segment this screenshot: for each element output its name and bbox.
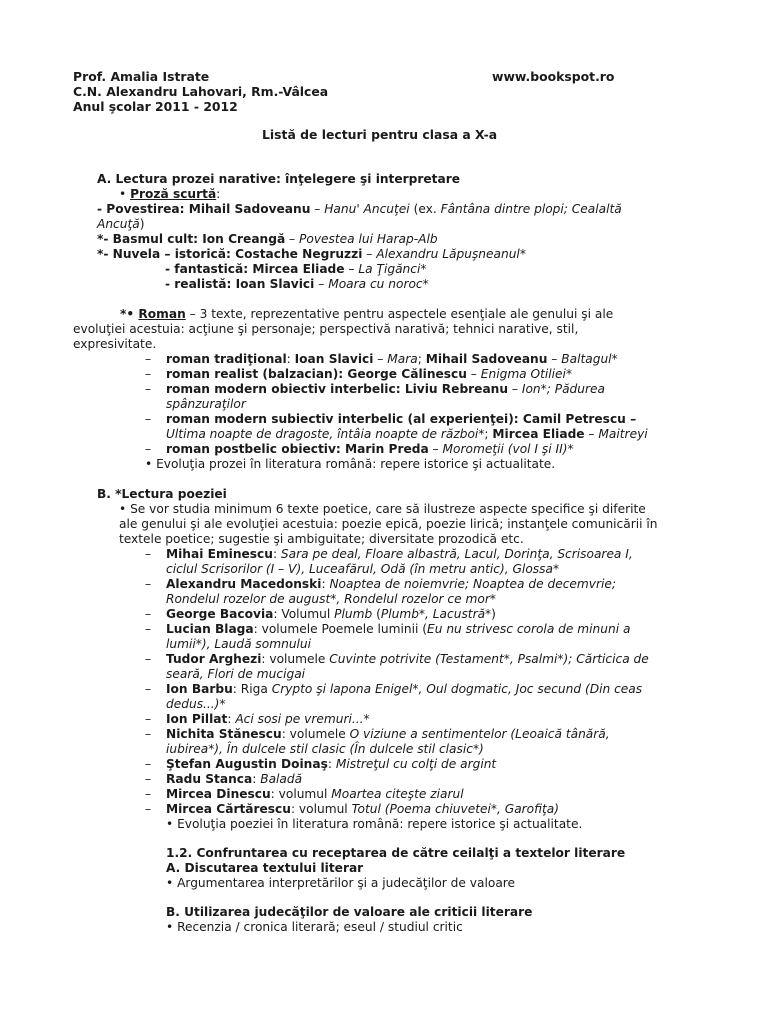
school-name: C.N. Alexandru Lahovari, Rm.-Vâlcea (73, 84, 329, 99)
prose-evolution: • Evoluţia prozei în literatura română: repere istorice şi actualitate. (145, 457, 556, 471)
label: roman tradiţional (166, 352, 287, 366)
poet-name: Lucian Blaga (166, 622, 254, 636)
poet-name: George Bacovia (166, 607, 274, 621)
poet-name: Nichita Stănescu (166, 727, 282, 741)
sep: – (547, 352, 562, 366)
basm-line (97, 232, 438, 247)
poet-barbu (166, 682, 642, 697)
work-title: Baltagul* (561, 352, 618, 366)
work-title: Ancuţă (97, 217, 140, 231)
poet-name: Mihai Eminescu (166, 547, 273, 561)
works: Aci sosi pe vremuri...* (235, 712, 370, 726)
works: O viziune a sentimentelor (Leoaică tânără, (349, 727, 610, 741)
sep: – (362, 247, 377, 261)
poet-stanca (166, 772, 302, 787)
poet-name: Tudor Arghezi (166, 652, 262, 666)
text: : (321, 577, 330, 591)
dash: – (145, 712, 152, 726)
text: : volumul (270, 787, 332, 801)
text: : (272, 547, 281, 561)
sep: – (584, 427, 599, 441)
colon: : (216, 187, 221, 201)
poet-name: Mircea Dinescu (166, 787, 271, 801)
poet-blaga-cont: lumii*), Laudă somnului (166, 637, 312, 651)
text: ; (484, 427, 493, 441)
works: Plumb*, Lacustră* (380, 607, 492, 621)
roman-modern-subiectiv-cont (166, 427, 648, 442)
works: Plumb (334, 607, 373, 621)
fantastica-lead: - fantastică: Mircea Eliade (165, 262, 345, 276)
author-name: Prof. Amalia Istrate (73, 69, 210, 84)
work-title: Fântâna dintre plopi; Cealaltă (440, 202, 622, 216)
dash: – (145, 412, 152, 426)
label: roman postbelic obiectiv: Marin Preda (166, 442, 429, 456)
roman-realist (166, 367, 572, 382)
poet-name: Radu Stanca (166, 772, 253, 786)
roman-modern-obiectiv (166, 382, 605, 397)
dash: – (145, 382, 152, 396)
dash: – (145, 682, 152, 696)
dash: – (145, 787, 152, 801)
work-title: Maitreyi (598, 427, 648, 441)
poet-bacovia (166, 607, 496, 622)
roman-intro-line2: evoluţiei acestuia: acţiune şi personaje; perspectivă narativă; tehnici narative, stil, (73, 322, 579, 336)
poet-barbu-cont: dedus...)* (166, 697, 226, 711)
poet-macedonski (166, 577, 616, 592)
sep: – (466, 367, 481, 381)
dash: – (145, 772, 152, 786)
sep: – (314, 277, 329, 291)
poetry-intro-2: ale genului şi ale evoluţiei acestuia: poezie epică, poezie lirică; instanţele comunicării în (119, 517, 658, 531)
poet-blaga (166, 622, 630, 637)
basm-lead: *- Basmul cult (97, 232, 194, 246)
works: Eu nu strivesc corola de minuni a (427, 622, 631, 636)
nuvela-lead: *- Nuvela – istorică: Costache Negruzzi (97, 247, 363, 261)
dash: – (145, 442, 152, 456)
sep: – (373, 352, 388, 366)
text: : volumele (281, 727, 350, 741)
work-title: Moara cu noroc* (328, 277, 429, 291)
realista-lead: - realistă: Ioan Slavici (165, 277, 315, 291)
work-title: Ultima noapte de dragoste, întâia noapte de război* (166, 427, 485, 441)
poet-macedonski-cont: Rondelul rozelor de august*, Rondelul rozelor ce mor* (166, 592, 496, 606)
roman-modern-obiectiv-cont: spânzuraţilor (166, 397, 246, 411)
sep: – (285, 232, 300, 246)
poet-pillat (166, 712, 370, 727)
poet-dinescu (166, 787, 464, 802)
work-title: Ion*; Pădurea (521, 382, 605, 396)
label: roman realist (balzacian): George Călinescu (166, 367, 467, 381)
dash: – (145, 352, 152, 366)
work-title: La Ţigănci* (358, 262, 427, 276)
work-title: Alexandru Lăpuşneanul* (376, 247, 526, 261)
section-a-heading: A. Lectura prozei narative: înţelegere şi interpretare (97, 172, 460, 186)
page-title: Listă de lecturi pentru clasa a X-a (262, 127, 498, 142)
works: Cuvinte potrivite (Testament*, Psalmi*); Cărticica de (329, 652, 649, 666)
dash: – (145, 802, 152, 816)
roman-intro-line1 (120, 307, 613, 322)
poet-stanescu-cont: iubirea*), În dulcele stil clasic (În dulcele stil clasic*) (166, 742, 484, 756)
author: Mircea Eliade (492, 427, 585, 441)
works: Totul (Poema chiuvetei*, Garofiţa) (351, 802, 559, 816)
text: ) (491, 607, 496, 621)
subsection-b-item: • Recenzia / cronica literară; eseul / studiul critic (166, 920, 463, 934)
dash: – (145, 607, 152, 621)
poetry-intro-3: textele poetice; sugestie şi ambiguitate; diversitate prozodică etc. (119, 532, 524, 546)
text: ( (372, 607, 381, 621)
works: Mistreţul cu colţi de argint (335, 757, 497, 771)
works: Moartea citeşte ziarul (331, 787, 464, 801)
work-title: Enigma Otiliei* (480, 367, 573, 381)
fantastica-line (165, 262, 426, 277)
sep: – (508, 382, 522, 396)
roman-traditional (166, 352, 618, 367)
poet-cartarescu (166, 802, 559, 817)
work-title: Povestea lui Harap-Alb (299, 232, 438, 246)
works: Crypto şi lapona Enigel*, Oul dogmatic, Joc secund (Din ceas (271, 682, 643, 696)
work-title: Mara (387, 352, 418, 366)
bullet: • (119, 187, 127, 201)
text: : (227, 712, 236, 726)
poet-stanescu (166, 727, 610, 742)
povestirea-line (97, 202, 622, 217)
author: Mihail Sadoveanu (425, 352, 548, 366)
povestirea-cont (97, 217, 145, 232)
subsection-a-item: • Argumentarea interpretărilor şi a judecăţilor de valoare (166, 876, 516, 890)
work-title: Hanu' Ancuţei (324, 202, 410, 216)
poet-eminescu-cont: ciclul Scrisorilor (I – V), Luceafărul, Odă (în metru antic), Glossa* (166, 562, 560, 576)
section-b-heading: B. *Lectura poeziei (97, 487, 227, 501)
roman-postbelic (166, 442, 574, 457)
dash: – (145, 577, 152, 591)
short-prose-label: Proză scurtă (130, 187, 217, 201)
text: ) (139, 217, 145, 231)
poet-eminescu (166, 547, 633, 562)
text: : Volumul (273, 607, 335, 621)
nuvela-line (97, 247, 526, 262)
roman-label: Roman (138, 307, 186, 321)
poetry-evolution: • Evoluţia poeziei în literatura română: repere istorice şi actualitate. (166, 817, 583, 831)
sep: – (344, 262, 359, 276)
poet-name: Ştefan Augustin Doinaş (166, 757, 328, 771)
text: : Riga (232, 682, 272, 696)
subsection-b-heading: B. Utilizarea judecăţilor de valoare ale criticii literare (166, 905, 533, 919)
work-title: Moromeţii (vol I şi II)* (442, 442, 574, 456)
poet-arghezi (166, 652, 649, 667)
school-year: Anul şcolar 2011 - 2012 (73, 99, 238, 114)
dash: – (145, 547, 152, 561)
text: : volumele (261, 652, 330, 666)
poet-name: Alexandru Macedonski (166, 577, 322, 591)
poet-name: Ion Pillat (166, 712, 228, 726)
realista-line (165, 277, 429, 292)
text: ; (417, 352, 426, 366)
website-url[interactable]: www.bookspot.ro (492, 69, 615, 84)
roman-prefix: *• (120, 307, 139, 321)
text: : (286, 352, 295, 366)
author: Ioan Slavici (294, 352, 374, 366)
text: : volumele Poemele luminii ( (253, 622, 428, 636)
dash: – (145, 622, 152, 636)
roman-modern-subiectiv: roman modern subiectiv interbelic (al experienţei): Camil Petrescu – (166, 412, 637, 426)
sep: – (310, 202, 325, 216)
text: – 3 texte, reprezentative pentru aspectele esenţiale ale genului şi ale (185, 307, 614, 321)
short-prose-line (119, 187, 220, 202)
dash: – (145, 757, 152, 771)
poet-arghezi-cont: seară, Flori de mucigai (166, 667, 306, 681)
sep: – (428, 442, 443, 456)
text: : (327, 757, 336, 771)
text: (ex. (409, 202, 441, 216)
label: roman modern obiectiv interbelic: Liviu Rebreanu (166, 382, 509, 396)
dash: – (145, 367, 152, 381)
works: Noaptea de noiemvrie; Noaptea de decemvrie; (329, 577, 616, 591)
poetry-intro-1: • Se vor studia minimum 6 texte poetice, care să ilustreze aspecte specifice şi diferite (119, 502, 646, 516)
poet-doinas (166, 757, 496, 772)
text: : volumul (290, 802, 352, 816)
text: : (252, 772, 261, 786)
author: : Ion Creangă (193, 232, 286, 246)
poet-name: Mircea Cărtărescu (166, 802, 291, 816)
subsection-a-heading: A. Discutarea textului literar (166, 861, 364, 875)
works: Sara pe deal, Floare albastră, Lacul, Dorinţa, Scrisoarea I, (280, 547, 633, 561)
roman-intro-line3: expresivitate. (73, 337, 157, 351)
dash: – (145, 727, 152, 741)
poet-name: Ion Barbu (166, 682, 233, 696)
povestirea-lead: - Povestirea: Mihail Sadoveanu (97, 202, 311, 216)
dash: – (145, 652, 152, 666)
works: Baladă (260, 772, 303, 786)
section-12-heading: 1.2. Confruntarea cu receptarea de către ceilalţi a textelor literare (166, 846, 626, 860)
